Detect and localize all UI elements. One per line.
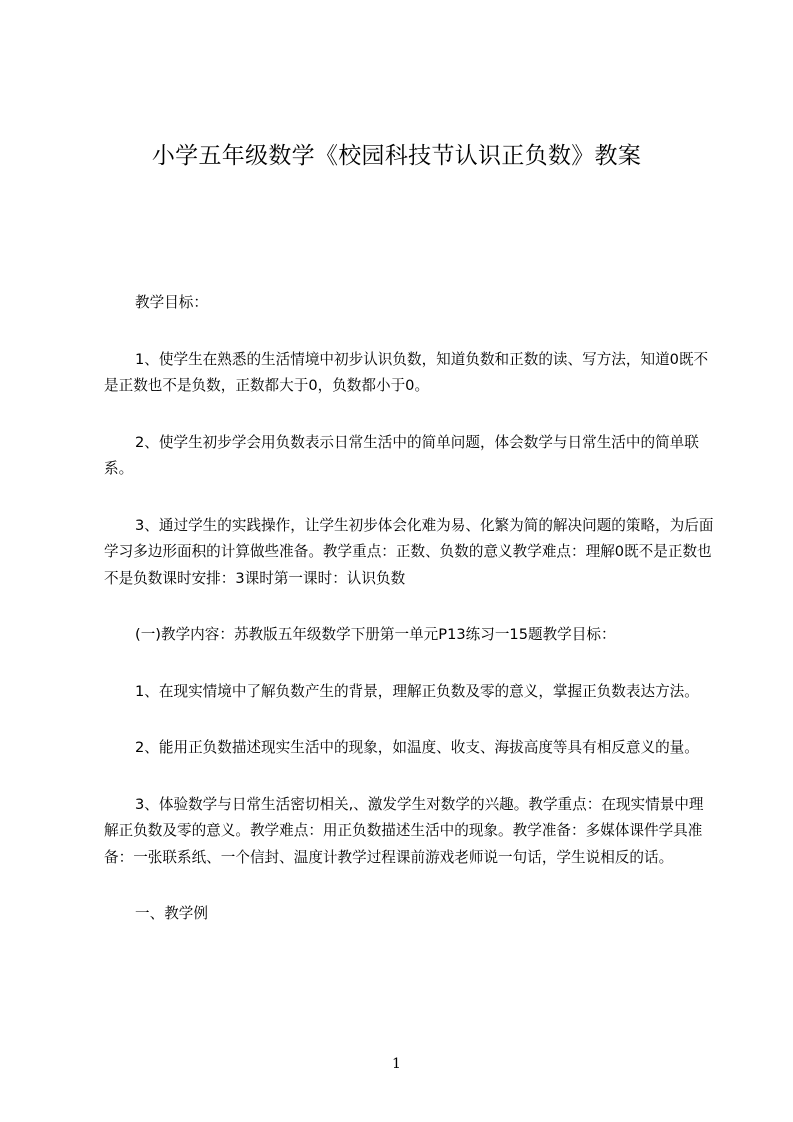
- page-number: 1: [392, 1056, 401, 1072]
- paragraph-objectives-heading: 教学目标：: [135, 294, 208, 311]
- paragraph-teaching-content: (一)教学内容：苏教版五年级数学下册第一单元P13练习一15题教学目标：: [135, 626, 616, 643]
- paragraph-lesson-objective-3: 3、体验数学与日常生活密切相关,、激发学生对数学的兴趣。教学重点：在现实情景中理解正负数及零的意义。教学难点：用正负数描述生活中的现象。教学准备：多媒体课件学具准备：一张联系纸、一个信封、温度计教学过程课前游戏老师说一句话，学生说相反的话。: [104, 795, 704, 866]
- document-title: 小学五年级数学《校园科技节认识正负数》教案: [151, 143, 642, 169]
- document-body: [104, 290, 716, 958]
- paragraph-section-heading: 一、教学例: [135, 905, 208, 922]
- paragraph-objective-3: 3、通过学生的实践操作，让学生初步体会化难为易、化繁为简的解决问题的策略，为后面学习多边形面积的计算做些准备。教学重点：正数、负数的意义教学难点：理解0既不是正数也不是负数课时安排：3课时第一课时：认识负数: [104, 516, 714, 587]
- paragraph-lesson-objective-1: 1、在现实情境中了解负数产生的背景，理解正负数及零的意义，掌握正负数表达方法。: [135, 682, 699, 700]
- paragraph-objective-1: 1、使学生在熟悉的生活情境中初步认识负数，知道负数和正数的读、写方法，知道0既不是正数也不是负数，正数都大于0，负数都小于0。: [104, 350, 709, 394]
- paragraph-lesson-objective-2: 2、能用正负数描述现实生活中的现象，如温度、收支、海拔高度等具有相反意义的量。: [135, 739, 699, 756]
- paragraph-objective-2: 2、使学生初步学会用负数表示日常生活中的简单问题，体会数学与日常生活中的简单联系。: [104, 433, 699, 477]
